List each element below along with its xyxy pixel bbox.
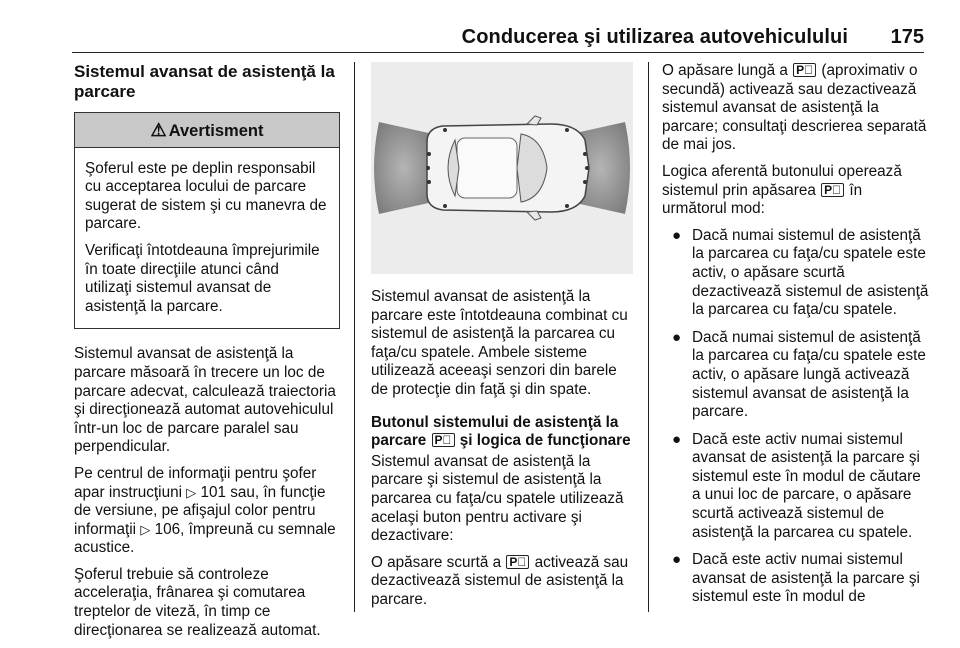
text-run: în următorul mod:	[662, 181, 863, 218]
paragraph: Şoferul trebuie să controleze acceleraţia, frânarea şi comutarea treptelor de viteză, în timp ce direcţionarea se realizează automat.	[74, 565, 321, 639]
paragraph	[74, 465, 340, 558]
bullet-icon: ●	[672, 328, 682, 346]
paragraph	[662, 62, 930, 155]
page-ref[interactable]: 101	[200, 483, 227, 501]
list-item	[662, 227, 930, 320]
text-run: Logica aferentă butonului operează sistemul prin apăsarea	[662, 162, 902, 199]
paragraph: Sistemul avansat de asistenţă la parcare măsoară în trecere un loc de parcare adecvat, calculează traiectoria şi direcţionează automat autovehiculul într-un loc de parcare paralel sau perpendicular.	[74, 345, 336, 456]
sensor-dot	[585, 166, 589, 170]
column-right	[662, 62, 930, 616]
rear-sensor-zone	[374, 122, 433, 214]
sensor-dot	[426, 166, 430, 170]
parking-button-icon: P⃤	[793, 63, 816, 77]
column-middle	[371, 62, 633, 618]
sensor-dot	[565, 128, 569, 132]
paragraph: Sistemul avansat de asistenţă la parcare şi sistemul de asistenţă la parcarea cu faţa/cu spatele utilizează acelaşi buton pentru activare şi dezactivare:	[371, 452, 624, 545]
page-header-title: Conducerea şi utilizarea autovehiculului	[461, 26, 848, 48]
text-run: O apăsare scurtă a	[371, 553, 506, 571]
sensor-dot	[443, 128, 447, 132]
car-top-view-image	[371, 62, 633, 274]
text-run: , împreună cu semnale acustice.	[74, 520, 336, 557]
page-ref-arrow-icon: ▷	[140, 521, 151, 537]
bullet-icon: ●	[672, 551, 682, 569]
list-item-text: Dacă numai sistemul de asistenţă la parcarea cu faţa/cu spatele este activ, o apăsare lungă activează sistemul avansat de asistenţă la parcare.	[692, 328, 926, 421]
list-item-text: Dacă numai sistemul de asistenţă la parcarea cu faţa/cu spatele este activ, o apăsare scurtă dezactivează sistemul de asistenţă la parcarea cu faţa/cu spatele.	[692, 226, 929, 319]
car-roof	[457, 138, 517, 198]
list-item-text: Dacă este activ numai sistemul avansat de asistenţă la parcare şi sistemul este în modul de căutare a unui loc de parcare, o apăsare scurtă activează sistemul de asistenţă la parcarea cu spatele.	[692, 430, 921, 541]
list-item	[662, 329, 930, 422]
parking-button-icon: P⃤	[821, 183, 844, 197]
text-run: activează sau dezactivează sistemul de asistenţă la parcare.	[371, 553, 629, 608]
text-run: sau, în funcţie de versiune, pe afişajul color pentru informaţii	[74, 483, 326, 538]
text-run: (aproximativ o secundă) activează sau dezactivează sistemul avansat de asistenţă la parcare; consultaţi descrierea separată de mai jos.	[662, 62, 927, 154]
text-run: O apăsare lungă a	[662, 62, 793, 79]
sensor-dot	[427, 152, 431, 156]
sensor-dot	[443, 204, 447, 208]
bullet-list	[662, 227, 930, 607]
paragraph: Sistemul avansat de asistenţă la parcare este întotdeauna combinat cu sistemul de asistenţă la parcarea cu faţa/cu spatele. Ambele sisteme utilizează aceeaşi senzori din barele de protecţie din faţă şi din spate.	[371, 288, 628, 398]
list-item-text: Dacă este activ numai sistemul avansat de asistenţă la parcare şi sistemul este în modul de	[692, 551, 920, 606]
warning-triangle-icon: ⚠	[150, 120, 167, 140]
warning-paragraph: Verificaţi întotdeauna împrejurimile în toate direcţiile atunci când utilizaţi sistemul avansat de asistenţă la parcare.	[85, 241, 320, 315]
bullet-icon: ●	[672, 430, 682, 448]
column-divider	[354, 62, 355, 612]
text-run: şi logica de funcţionare	[455, 432, 631, 450]
paragraph	[371, 554, 633, 610]
text-run: Butonul sistemului de asistenţă la parcare	[371, 413, 619, 450]
page-number: 175	[890, 26, 924, 48]
text-run: Pe centrul de informaţii pentru şofer apar instrucţiuni	[74, 464, 317, 501]
warning-header	[75, 113, 339, 148]
sensor-dot	[427, 180, 431, 184]
bullet-icon: ●	[672, 226, 682, 244]
paragraph	[662, 163, 930, 219]
warning-box	[74, 112, 340, 329]
parking-button-icon: P⃤	[432, 433, 455, 447]
list-item	[662, 551, 930, 607]
parking-sensor-illustration	[371, 62, 633, 274]
column-divider	[648, 62, 649, 612]
warning-heading: Avertisment	[168, 122, 264, 140]
sensor-dot	[583, 152, 587, 156]
warning-paragraph: Şoferul este pe deplin responsabil cu acceptarea locului de parcare sugerat de sistem şi cu manevra de parcare.	[85, 159, 327, 233]
parking-button-icon: P⃤	[506, 555, 529, 569]
subsection-title	[371, 414, 633, 451]
page-ref-arrow-icon: ▷	[186, 484, 197, 500]
page-header	[72, 26, 924, 53]
warning-body	[75, 148, 339, 329]
column-left	[74, 62, 340, 648]
section-title: Sistemul avansat de asistenţă la parcare	[74, 62, 335, 101]
page-ref[interactable]: 106	[154, 520, 181, 538]
list-item	[662, 431, 930, 543]
sensor-dot	[565, 204, 569, 208]
sensor-dot	[583, 180, 587, 184]
